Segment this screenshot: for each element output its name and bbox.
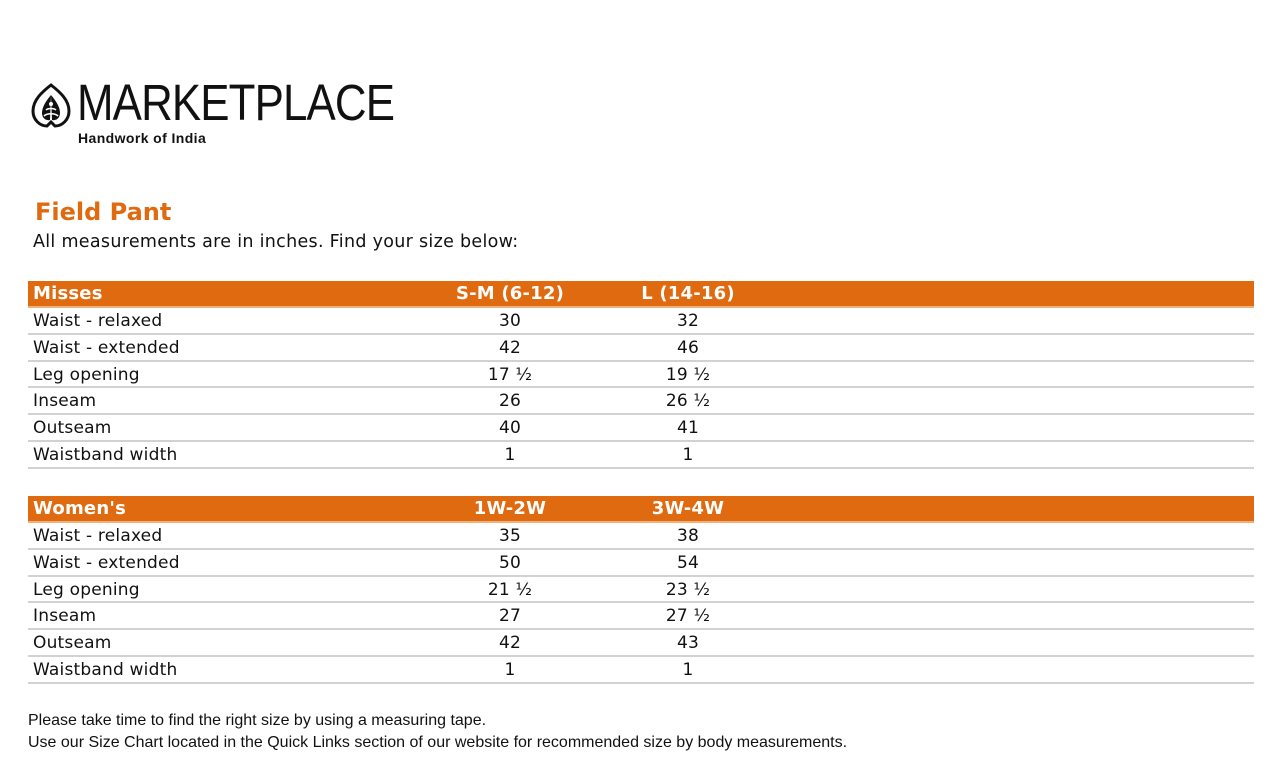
header-cell: 3W-4W — [651, 498, 725, 519]
brand-name: MARKETPLACE — [77, 74, 395, 131]
table-cell: 30 — [498, 311, 522, 331]
measurement-note: All measurements are in inches. Find your size below: — [33, 232, 519, 252]
table-cell: 43 — [676, 633, 700, 654]
row-label: Inseam — [33, 606, 97, 627]
brand-tagline: Handwork of India — [78, 130, 207, 146]
header-cell: Misses — [33, 283, 103, 304]
table-row — [28, 442, 1254, 469]
header-cell: Women's — [33, 498, 126, 519]
misses-size-table — [28, 281, 1254, 469]
leaf-emblem-icon — [30, 83, 72, 129]
table-cell: 23 ½ — [665, 579, 711, 600]
table-header-row — [28, 281, 1254, 308]
row-label: Leg opening — [33, 364, 140, 385]
table-row — [28, 362, 1254, 389]
table-cell: 32 — [676, 311, 700, 331]
table-cell: 50 — [498, 552, 522, 573]
row-label: Waistband width — [33, 444, 178, 465]
table-cell: 46 — [676, 337, 700, 358]
table-header-row — [28, 496, 1254, 523]
row-label: Waist - extended — [33, 552, 180, 573]
table-cell: 38 — [676, 526, 700, 546]
product-title: Field Pant — [35, 198, 172, 226]
table-cell: 40 — [498, 418, 522, 439]
row-label: Waist - relaxed — [33, 526, 163, 546]
row-label: Outseam — [33, 418, 112, 439]
table-row — [28, 308, 1254, 335]
header-cell: 1W-2W — [473, 498, 547, 519]
table-row — [28, 577, 1254, 604]
table-cell: 42 — [498, 633, 522, 654]
table-cell: 27 — [498, 606, 522, 627]
table-row — [28, 335, 1254, 362]
footer-line-measuring: Please take time to find the right size by using a measuring tape. — [28, 712, 487, 729]
table-cell: 26 — [498, 391, 522, 412]
table-cell: 1 — [682, 659, 694, 680]
header-cell: S-M (6-12) — [455, 283, 565, 304]
row-label: Outseam — [33, 633, 112, 654]
row-label: Leg opening — [33, 579, 140, 600]
table-cell: 1 — [682, 444, 694, 465]
table-cell: 54 — [676, 552, 700, 573]
table-row — [28, 388, 1254, 415]
table-cell: 17 ½ — [487, 364, 533, 385]
table-cell: 42 — [498, 337, 522, 358]
table-cell: 21 ½ — [487, 579, 533, 600]
table-cell: 26 ½ — [665, 391, 711, 412]
table-row — [28, 630, 1254, 657]
table-cell: 1 — [504, 659, 516, 680]
table-cell: 35 — [498, 526, 522, 546]
row-label: Waistband width — [33, 659, 178, 680]
table-row — [28, 603, 1254, 630]
table-row — [28, 523, 1254, 550]
table-cell: 1 — [504, 444, 516, 465]
header-cell: L (14-16) — [641, 283, 735, 304]
table-cell: 27 ½ — [665, 606, 711, 627]
table-row — [28, 550, 1254, 577]
table-cell: 41 — [676, 418, 700, 439]
footer-note — [28, 710, 847, 754]
table-row — [28, 657, 1254, 684]
row-label: Inseam — [33, 391, 97, 412]
womens-size-table — [28, 496, 1254, 684]
row-label: Waist - relaxed — [33, 311, 163, 331]
table-row — [28, 415, 1254, 442]
footer-line-size-chart: Use our Size Chart located in the Quick Links section of our website for recommended size by body measurements. — [28, 734, 848, 751]
table-cell: 19 ½ — [665, 364, 711, 385]
row-label: Waist - extended — [33, 337, 180, 358]
